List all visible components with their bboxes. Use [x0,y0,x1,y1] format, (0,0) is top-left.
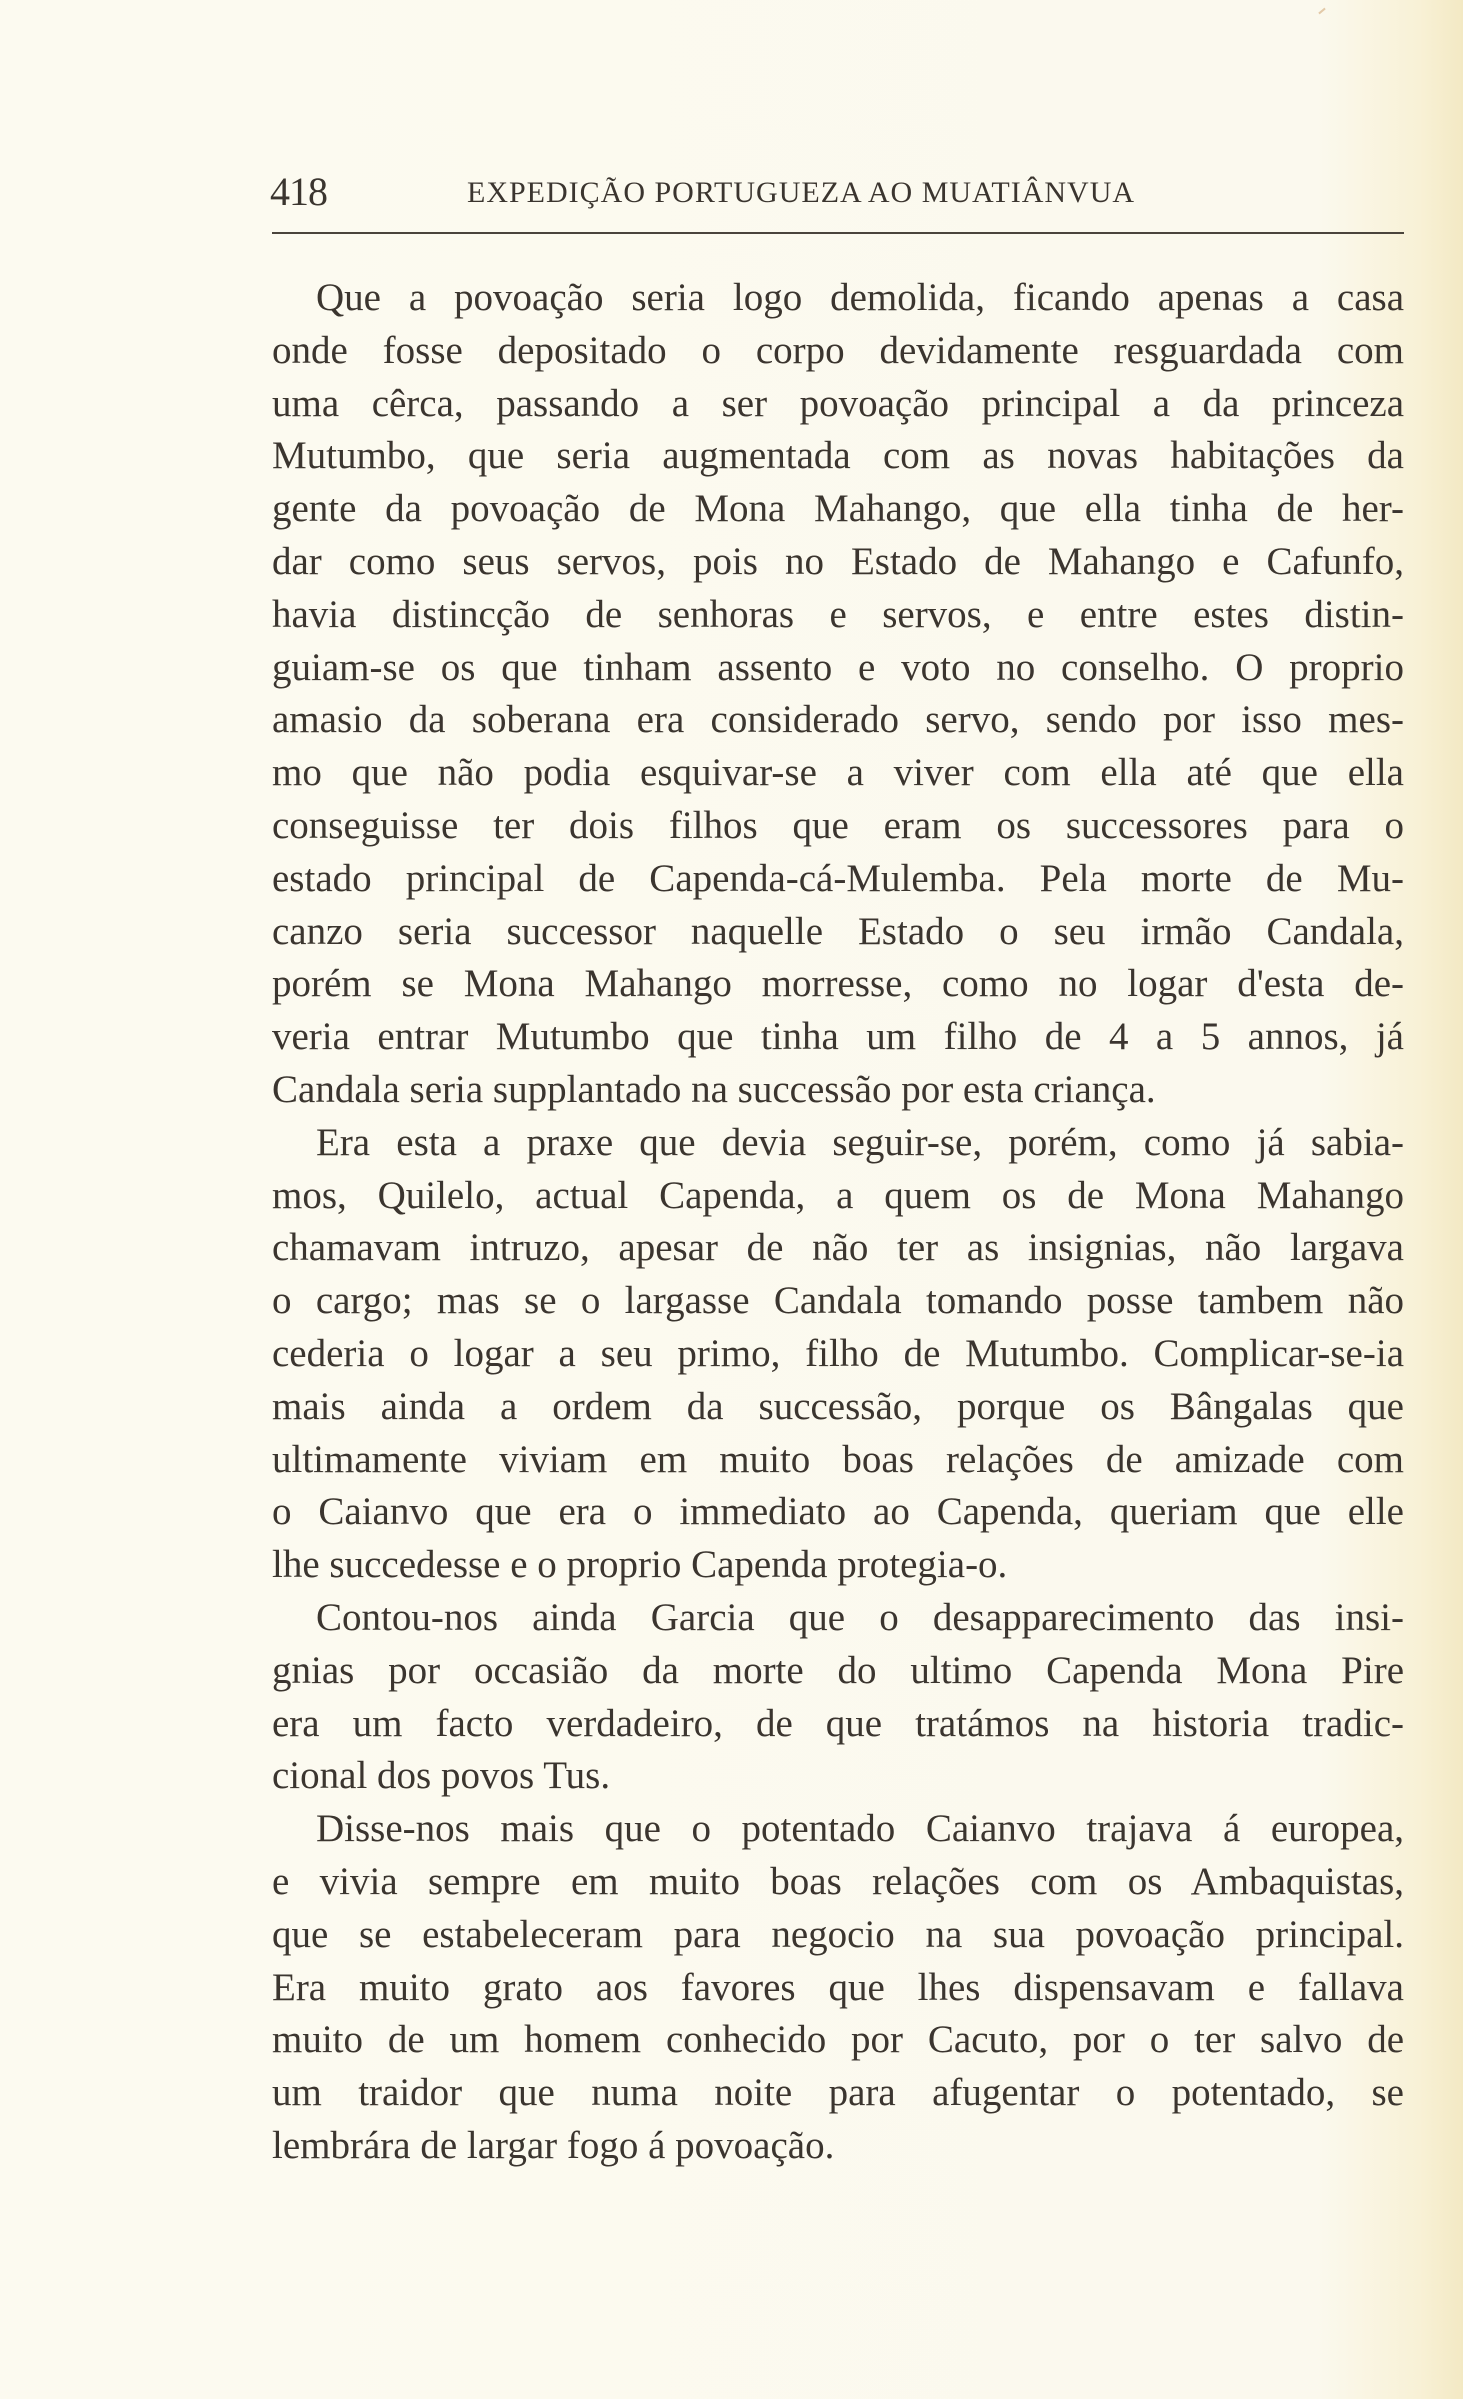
text-line: gnias por occasião da morte do ultimo Capenda Mona Pire [272,1648,1404,1692]
text-line: Era esta a praxe que devia seguir-se, porém, como já sabia- [316,1120,1404,1164]
text-line: lembrára de largar fogo á povoação. [272,2123,835,2167]
text-line: chamavam intruzo, apesar de não ter as insignias, não largava [272,1226,1404,1270]
text-line: conseguisse ter dois filhos que eram os successores para o [272,803,1404,847]
text-line: amasio da soberana era considerado servo, sendo por isso mes- [272,698,1404,742]
text-line: que se estabeleceram para negocio na sua povoação principal. [272,1912,1404,1956]
text-line: mais ainda a ordem da successão, porque os Bângalas que [272,1384,1404,1428]
text-line: gente da povoação de Mona Mahango, que ella tinha de her- [272,487,1404,531]
text-line: mos, Quilelo, actual Capenda, a quem os de Mona Mahango [272,1173,1404,1217]
text-line: Que a povoação seria logo demolida, ficando apenas a casa [316,276,1404,319]
text-line: lhe succedesse e o proprio Capenda protegia-o. [272,1543,1008,1587]
text-line: era um facto verdadeiro, de que tratámos na historia tradic- [272,1701,1404,1745]
text-line: um traidor que numa noite para afugentar o potentado, se [272,2071,1404,2115]
text-line: veria entrar Mutumbo que tinha um filho de 4 a 5 annos, já [272,1015,1404,1059]
text-line: onde fosse depositado o corpo devidamente resguardada com [272,328,1404,372]
text-line: Candala seria supplantado na successão por esta criança. [272,1067,1156,1111]
text-line: Mutumbo, que seria augmentada com as novas habitações da [272,434,1404,478]
text-line: canzo seria successor naquelle Estado o seu irmão Candala, [272,909,1404,953]
text-line: o Caianvo que era o immediato ao Capenda, queriam que elle [272,1490,1404,1534]
text-line: cional dos povos Tus. [272,1754,611,1798]
running-title: EXPEDIÇÃO PORTUGUEZA AO MUATIÂNVUA [467,176,1136,209]
header-rule [272,232,1404,234]
body-text [272,272,1404,2173]
text-line: porém se Mona Mahango morresse, como no logar d'esta de- [272,962,1404,1006]
scan-mark [1318,8,1325,15]
text-line: muito de um homem conhecido por Cacuto, por o ter salvo de [272,2018,1404,2062]
text-line: uma cêrca, passando a ser povoação principal a da princeza [272,381,1404,425]
page-number: 418 [270,169,327,214]
text-line: estado principal de Capenda-cá-Mulemba. Pela morte de Mu- [272,856,1404,900]
text-line: mo que não podia esquivar-se a viver com ella até que ella [272,751,1404,795]
text-line: Contou-nos ainda Garcia que o desapparecimento das insi- [316,1595,1404,1639]
text-line: cederia o logar a seu primo, filho de Mutumbo. Complicar-se-ia [272,1331,1404,1375]
text-line: havia distincção de senhoras e servos, e entre estes distin- [272,592,1404,636]
text-line: e vivia sempre em muito boas relações com os Ambaquistas, [272,1859,1404,1903]
text-line: guiam-se os que tinham assento e voto no conselho. O proprio [272,645,1404,689]
text-line: o cargo; mas se o largasse Candala tomando posse tambem não [272,1279,1404,1323]
text-line: ultimamente viviam em muito boas relações de amizade com [272,1437,1404,1481]
text-line: dar como seus servos, pois no Estado de Mahango e Cafunfo, [272,539,1404,583]
text-line: Disse-nos mais que o potentado Caianvo trajava á europea, [316,1807,1404,1851]
text-line: Era muito grato aos favores que lhes dispensavam e fallava [272,1965,1404,2009]
